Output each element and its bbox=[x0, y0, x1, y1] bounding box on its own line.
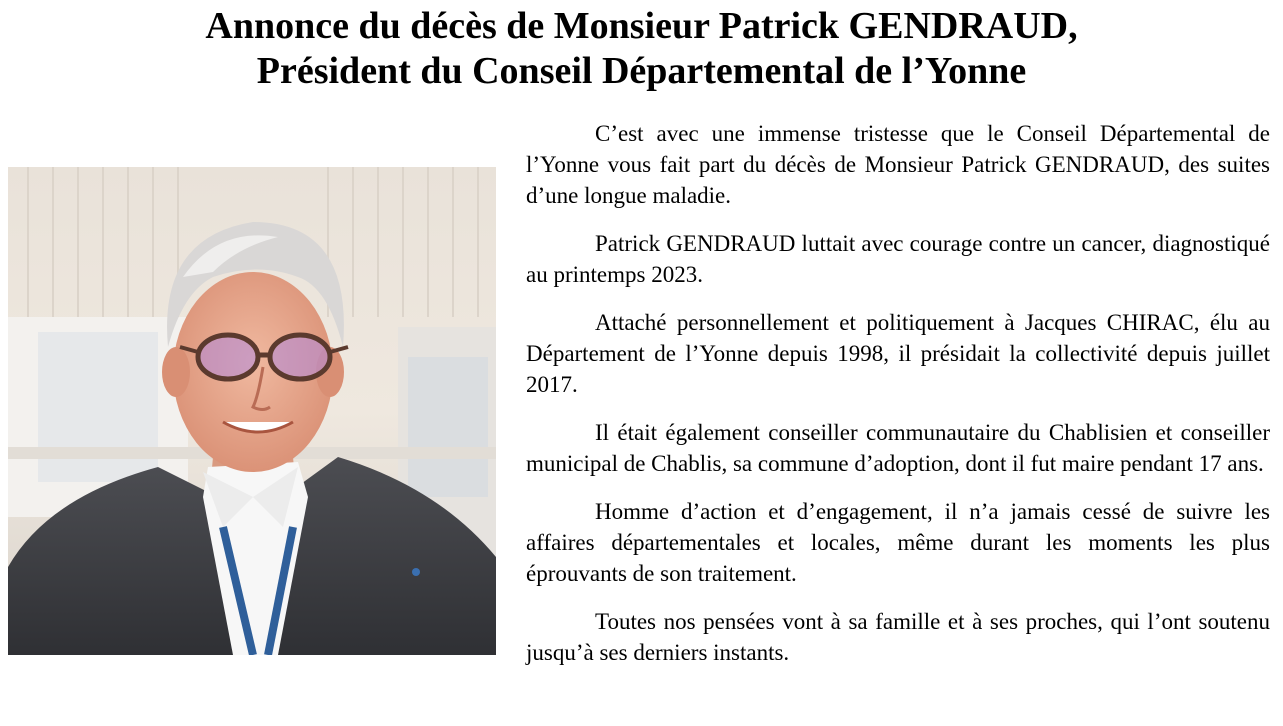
page-title bbox=[0, 4, 1283, 94]
paragraph-4: Il était également conseiller communautaire du Chablisien et conseiller municipal de Chablis, sa commune d’adoption, dont il fut maire pendant 17 ans. bbox=[526, 420, 1270, 476]
paragraph-1: C’est avec une immense tristesse que le Conseil Départemental de l’Yonne vous fait part du décès de Monsieur Patrick GENDRAUD, des suites d’une longue maladie. bbox=[526, 121, 1270, 208]
portrait-photo bbox=[8, 167, 496, 655]
paragraph-3: Attaché personnellement et politiquement à Jacques CHIRAC, élu au Département de l’Yonne depuis 1998, il présidait la collectivité depuis juillet 2017. bbox=[526, 310, 1270, 397]
title-line-2: Président du Conseil Départemental de l’Yonne bbox=[256, 50, 1027, 92]
title-line-1: Annonce du décès de Monsieur Patrick GENDRAUD, bbox=[205, 5, 1078, 47]
paragraph-5: Homme d’action et d’engagement, il n’a jamais cessé de suivre les affaires départementales et locales, même durant les moments les plus éprouvants de son traitement. bbox=[526, 499, 1270, 586]
paragraph-2: Patrick GENDRAUD luttait avec courage contre un cancer, diagnostiqué au printemps 2023. bbox=[526, 231, 1270, 287]
paragraph-6: Toutes nos pensées vont à sa famille et à ses proches, qui l’ont soutenu jusqu’à ses derniers instants. bbox=[526, 609, 1270, 665]
announcement-body bbox=[526, 118, 1270, 685]
